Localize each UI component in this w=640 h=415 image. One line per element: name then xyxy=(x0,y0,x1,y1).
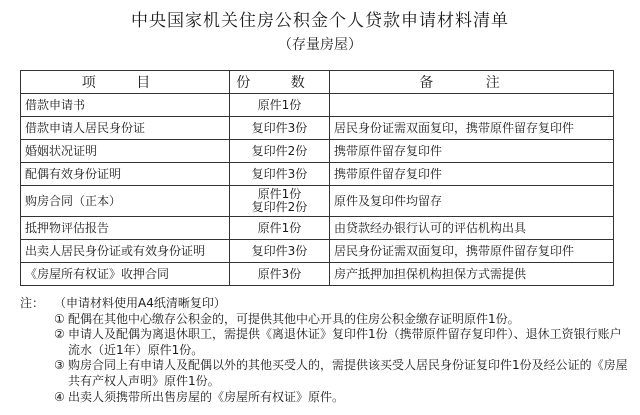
remark-cell: 原件及复印件均留存 xyxy=(330,186,614,217)
table-row xyxy=(21,217,614,240)
header-remark: 备 注 xyxy=(330,71,614,94)
note-item xyxy=(20,390,632,406)
table-header-row xyxy=(21,71,614,94)
notes-intro: （申请材料使用A4纸清晰复印） xyxy=(54,296,226,310)
count-cell: 复印件3份 xyxy=(230,117,330,140)
table-row xyxy=(21,240,614,263)
count-cell: 复印件3份 xyxy=(230,240,330,263)
note-item xyxy=(20,312,632,328)
remark-cell: 居民身份证需双面复印，携带原件留存复印件 xyxy=(330,117,614,140)
note-item xyxy=(20,327,632,358)
remark-cell: 由贷款经办银行认可的评估机构出具 xyxy=(330,217,614,240)
item-cell: 婚姻状况证明 xyxy=(21,140,230,163)
remark-cell: 房产抵押加担保机构担保方式需提供 xyxy=(330,263,614,286)
remark-cell xyxy=(330,94,614,117)
note-number: ③ xyxy=(54,358,65,373)
item-cell: 购房合同（正本） xyxy=(21,186,230,217)
remark-cell: 居民身份证需双面复印，携带原件留存复印件 xyxy=(330,240,614,263)
table-row xyxy=(21,117,614,140)
count-cell: 原件1份 复印件2份 xyxy=(230,186,330,217)
materials-table xyxy=(20,70,614,286)
notes-label: 注： xyxy=(20,296,45,310)
count-cell: 复印件3份 xyxy=(230,163,330,186)
item-cell: 借款申请人居民身份证 xyxy=(21,117,230,140)
remark-cell: 携带原件留存复印件 xyxy=(330,163,614,186)
notes-section xyxy=(20,296,632,405)
item-cell: 《房屋所有权证》收押合同 xyxy=(21,263,230,286)
note-text: 申请人及配偶为离退休职工，需提供《离退休证》复印件1份（携带原件留存复印件）、退休工资银行账户流水（近1年）原件1份。 xyxy=(68,327,622,357)
header-count: 份 数 xyxy=(230,71,330,94)
page-title: 中央国家机关住房公积金个人贷款申请材料清单 xyxy=(131,11,509,31)
note-number: ④ xyxy=(54,389,65,404)
page-subtitle: （存量房屋） xyxy=(278,37,362,53)
count-cell: 复印件2份 xyxy=(230,140,330,163)
count-cell: 原件1份 xyxy=(230,94,330,117)
note-text: 购房合同上有申请人及配偶以外的其他买受人的，需提供该买受人居民身份证复印件1份及经公证的《房屋共有产权人声明》原件1份。 xyxy=(68,358,628,388)
count-cell: 原件1份 xyxy=(230,217,330,240)
table-row xyxy=(21,186,614,217)
note-number: ② xyxy=(54,327,65,342)
remark-cell: 携带原件留存复印件 xyxy=(330,140,614,163)
count-cell: 原件3份 xyxy=(230,263,330,286)
table-row xyxy=(21,263,614,286)
item-cell: 借款申请书 xyxy=(21,94,230,117)
note-text: 出卖人须携带所出售房屋的《房屋所有权证》原件。 xyxy=(68,389,345,404)
item-cell: 配偶有效身份证明 xyxy=(21,163,230,186)
item-cell: 出卖人居民身份证或有效身份证明 xyxy=(21,240,230,263)
note-item xyxy=(20,358,632,389)
table-row xyxy=(21,140,614,163)
table-row xyxy=(21,163,614,186)
table-row xyxy=(21,94,614,117)
note-text: 配偶在其他中心缴存公积金的，可提供其他中心开具的住房公积金缴存证明原件1份。 xyxy=(68,311,520,326)
note-number: ① xyxy=(54,311,65,326)
item-cell: 抵押物评估报告 xyxy=(21,217,230,240)
header-item: 项 目 xyxy=(21,71,230,94)
